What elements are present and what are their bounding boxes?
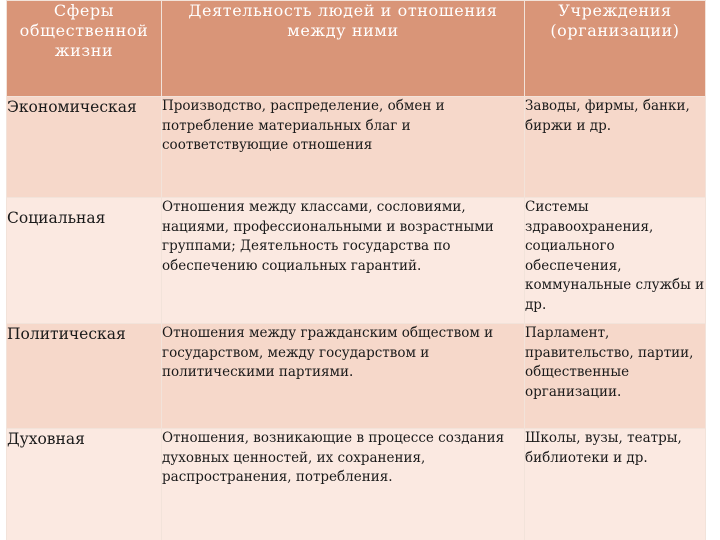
- header-row: [7, 1, 706, 97]
- table-row-political: [7, 324, 706, 429]
- sphere-cell: Экономическая: [7, 97, 162, 198]
- table-row-economic: [7, 97, 706, 198]
- activity-cell: Отношения между гражданским обществом и государством, между государством и политическими партиями.: [162, 324, 525, 429]
- table-row-social: [7, 198, 706, 324]
- institutions-cell: Парламент, правительство, партии, общественные организации.: [525, 324, 706, 429]
- spheres-table: [6, 0, 706, 540]
- sphere-cell: Социальная: [7, 198, 162, 324]
- activity-cell: Производство, распределение, обмен и потребление материальных благ и соответствующие отношения: [162, 97, 525, 198]
- sphere-cell: Политическая: [7, 324, 162, 429]
- table-header: [7, 1, 706, 97]
- header-activity: Деятельность людей и отношения между ними: [162, 1, 525, 97]
- header-institutions: Учреждения (организации): [525, 1, 706, 97]
- activity-cell: Отношения между классами, сословиями, нациями, профессиональными и возрастными группами; Деятельность государства по обеспечению социальных гарантий.: [162, 198, 525, 324]
- sphere-cell: Духовная: [7, 429, 162, 540]
- table-row-spiritual: [7, 429, 706, 540]
- institutions-cell: Школы, вузы, театры, библиотеки и др.: [525, 429, 706, 540]
- header-spheres: Сферы общественной жизни: [7, 1, 162, 97]
- activity-cell: Отношения, возникающие в процессе создания духовных ценностей, их сохранения, распространения, потребления.: [162, 429, 525, 540]
- table-body: [7, 97, 706, 540]
- institutions-cell: Заводы, фирмы, банки, биржи и др.: [525, 97, 706, 198]
- institutions-cell: Системы здравоохранения, социального обеспечения, коммунальные службы и др.: [525, 198, 706, 324]
